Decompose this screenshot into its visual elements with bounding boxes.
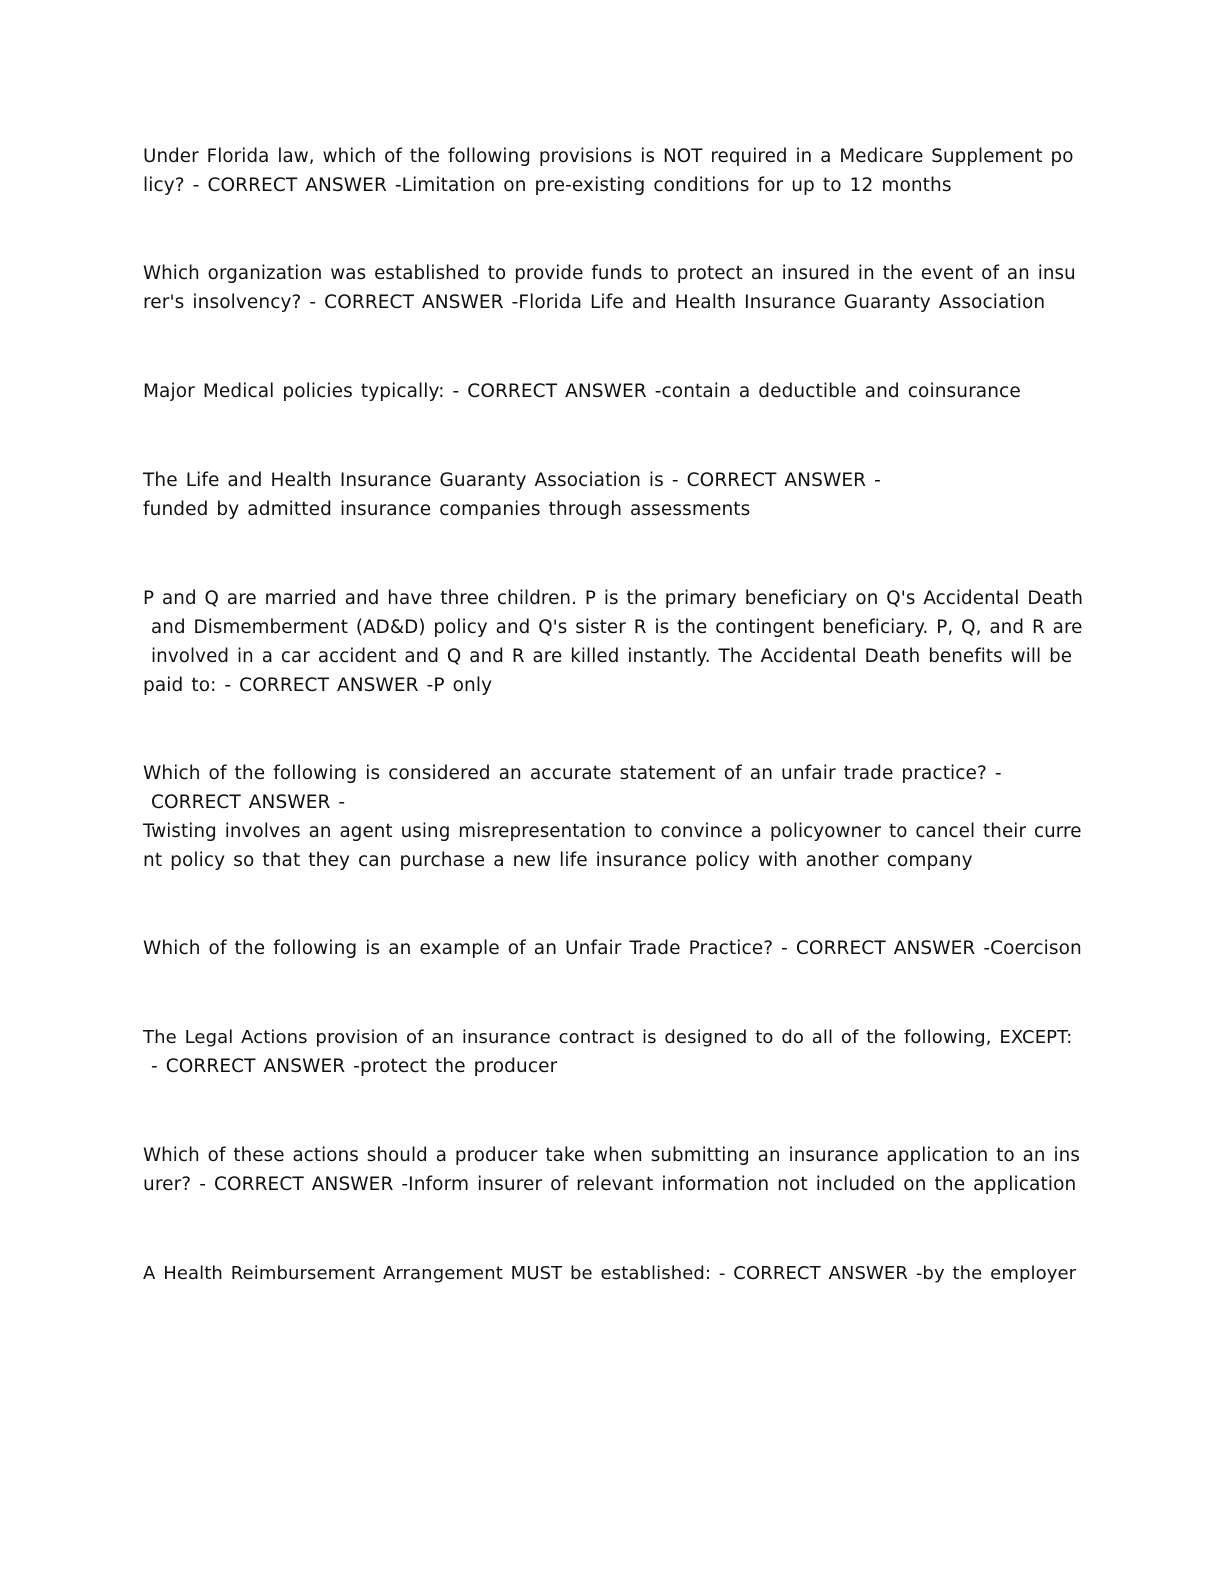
text-line: The Legal Actions provision of an insurance contract is designed to do all of the following, EXCEPT:	[143, 1027, 1073, 1048]
qa-item-7	[143, 934, 1083, 963]
text-line: urer? - CORRECT ANSWER -Inform insurer of relevant information not included on the application	[143, 1174, 1077, 1195]
qa-item-8	[143, 1023, 1083, 1081]
text-line: The Life and Health Insurance Guaranty Association is - CORRECT ANSWER -	[143, 470, 881, 491]
text-line: Major Medical policies typically: - CORRECT ANSWER -contain a deductible and coinsurance	[143, 381, 1021, 402]
text-line: Which of the following is considered an accurate statement of an unfair trade practice? -	[143, 763, 1002, 784]
text-line: Which of these actions should a producer take when submitting an insurance application to an ins	[143, 1145, 1080, 1166]
text-line: Which organization was established to provide funds to protect an insured in the event of an insu	[143, 263, 1076, 284]
text-line: licy? - CORRECT ANSWER -Limitation on pre-existing conditions for up to 12 months	[143, 175, 952, 196]
text-line: P and Q are married and have three children. P is the primary beneficiary on Q's Accidental Death	[143, 588, 1084, 609]
text-line: funded by admitted insurance companies through assessments	[143, 499, 751, 520]
text-line: paid to: - CORRECT ANSWER -P only	[143, 675, 493, 696]
text-line: - CORRECT ANSWER -protect the producer	[151, 1056, 558, 1077]
text-line: involved in a car accident and Q and R are killed instantly. The Accidental Death benefits will be	[151, 646, 1073, 667]
qa-item-4	[143, 466, 1083, 524]
text-line: Under Florida law, which of the following provisions is NOT required in a Medicare Supplement po	[143, 146, 1074, 167]
qa-item-3	[143, 377, 1083, 406]
text-line: Which of the following is an example of an Unfair Trade Practice? - CORRECT ANSWER -Coercison	[143, 938, 1082, 959]
qa-item-10	[143, 1259, 1083, 1288]
text-line: A Health Reimbursement Arrangement MUST be established: - CORRECT ANSWER -by the employer	[143, 1263, 1077, 1284]
text-line: and Dismemberment (AD&D) policy and Q's sister R is the contingent beneficiary. P, Q, and R are	[151, 617, 1083, 638]
qa-item-2	[143, 259, 1083, 317]
qa-item-5	[143, 584, 1083, 700]
qa-item-6	[143, 759, 1083, 875]
qa-item-9	[143, 1141, 1083, 1199]
text-line: nt policy so that they can purchase a new life insurance policy with another company	[143, 850, 973, 871]
text-line: CORRECT ANSWER -	[151, 792, 346, 813]
qa-item-1	[143, 142, 1083, 200]
text-line: rer's insolvency? - CORRECT ANSWER -Florida Life and Health Insurance Guaranty Association	[143, 292, 1046, 313]
text-line: Twisting involves an agent using misrepresentation to convince a policyowner to cancel their curre	[143, 821, 1082, 842]
